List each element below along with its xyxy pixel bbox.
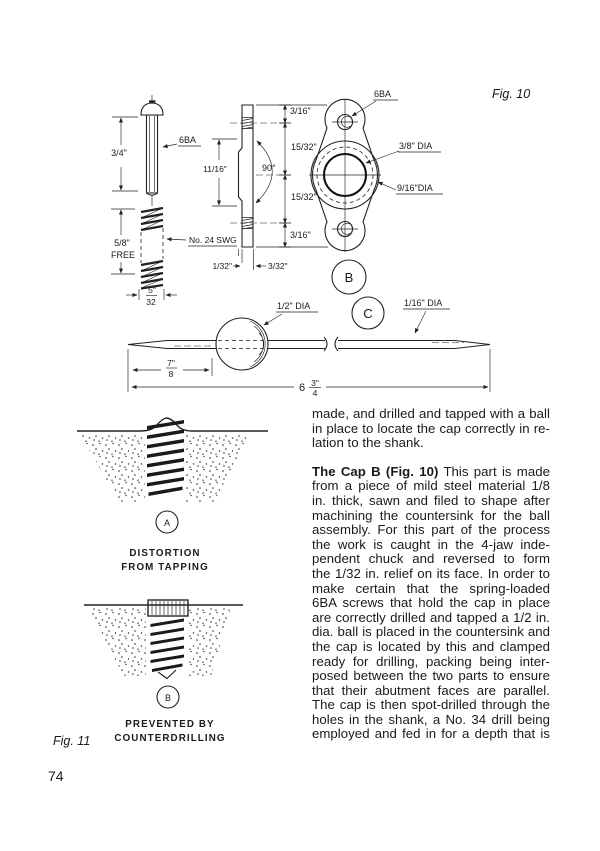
caption-b-line2: COUNTERDRILLING (114, 733, 226, 744)
shank-view (128, 298, 490, 398)
plate-height-dim: 11/16" (203, 164, 227, 174)
text-line: in. thick, sawn and filed to shape after (312, 492, 550, 508)
cap-boss-label: 9/16"DIA (397, 183, 433, 193)
spring-length-label: 5/8" (114, 238, 130, 248)
page-number: 74 (48, 768, 64, 784)
text-line: assembly. For this part of the process (312, 522, 550, 538)
fig10-drawing (95, 88, 555, 402)
plate-angle-label: 90° (262, 163, 276, 173)
cap-hole-label: 3/8" DIA (399, 141, 433, 151)
text-line: holes in the shank, a No. 34 drill being (312, 711, 550, 727)
cap-front-view (309, 89, 443, 252)
text-line: the 1/32 in. relief on its face. In order to (312, 565, 550, 581)
spring-dia-den: 32 (146, 297, 156, 307)
detail-balloon-c (352, 297, 384, 329)
text-line: posed between the two parts to ensure (312, 668, 550, 684)
spring-dia-num: 5" (148, 285, 156, 295)
fig11-drawing (45, 410, 305, 750)
text-line: employed and fed in for a depth that is (312, 726, 550, 742)
caption-a-line1: DISTORTION (129, 548, 201, 559)
spring-view (111, 208, 237, 307)
text-line: are correctly drilled and tapped a 1/2 in. (312, 609, 550, 625)
text-line: machining the countersink for the ball (312, 507, 550, 523)
overall-len-int: 6 (298, 382, 306, 394)
text-line (312, 465, 550, 480)
plate-lower-dim: 15/32" (291, 192, 317, 202)
text-line: lation to the shank. (312, 435, 424, 451)
counterbore-section (148, 600, 188, 616)
text-line: the cap is located by this and clamped (312, 638, 550, 654)
text-line: make certain that the spring-loaded (312, 580, 550, 596)
plate-upper-dim: 15/32" (291, 142, 317, 152)
plate-bottom-dim: 3/16" (290, 230, 311, 240)
spring-free-label: FREE (110, 250, 136, 260)
svg-text:B: B (344, 270, 354, 285)
text-line: dia. ball is placed in the countersink and (312, 624, 550, 640)
screw-view (111, 95, 201, 206)
detail-balloon-b (332, 260, 366, 294)
ball-pos-den: 8 (168, 369, 174, 379)
plate-thickness-dim: 3/32" (268, 261, 288, 271)
fig10-caption: Fig. 10 (492, 88, 531, 101)
fig11-caption: Fig. 11 (53, 734, 91, 748)
balloon-b-label: B (164, 693, 172, 703)
paragraph-2 (312, 465, 550, 742)
text-line: from a piece of mild steel material 1/8 (312, 478, 550, 494)
overall-len-num: 3" (311, 378, 319, 388)
ball-pos-num: 7" (167, 358, 175, 368)
plate-top-dim: 3/16" (290, 106, 311, 116)
caption-a-line2: FROM TAPPING (121, 562, 209, 573)
screw-length-label: 3/4" (111, 148, 127, 158)
text-column (312, 407, 550, 742)
tapping-distortion-drawing (77, 418, 268, 573)
text-line: made, and drilled and tapped with a ball (312, 406, 550, 421)
paragraph-1 (312, 407, 550, 451)
text-line: that their abutment faces are parallel. (312, 682, 550, 698)
svg-text:C: C (363, 306, 373, 321)
balloon-a-label: A (163, 518, 171, 528)
thread-section-a (147, 420, 184, 496)
caption-b-line1: PREVENTED BY (125, 719, 215, 730)
ball-dia-label: 1/2" DIA (277, 301, 311, 311)
text-line: pendent chuck and reversed to form (312, 551, 550, 567)
text-line: The cap is then spot-drilled through the (312, 697, 550, 713)
cap-screw-label: 6BA (374, 89, 392, 99)
thread-section-b (151, 619, 185, 679)
text-line: 6BA screws that hold the cap in place (312, 595, 550, 611)
paragraph-lead-rest: This part is made (438, 463, 550, 479)
text-line: ready for drilling, packing being inter- (312, 653, 550, 669)
rod-dia-label: 1/16" DIA (404, 298, 443, 308)
text-line: in place to locate the cap correctly in re- (312, 420, 550, 436)
spring-wire-label: No. 24 SWG (189, 235, 237, 245)
counterdrilling-drawing (84, 600, 243, 744)
plate-relief-dim: 1/32" (212, 261, 232, 271)
paragraph-lead: The Cap B (Fig. 10) (312, 463, 439, 479)
text-line: the work is caught in the 4-jaw inde- (312, 536, 550, 552)
screw-thread-label: 6BA (179, 135, 197, 145)
overall-len-den: 4 (312, 388, 318, 398)
